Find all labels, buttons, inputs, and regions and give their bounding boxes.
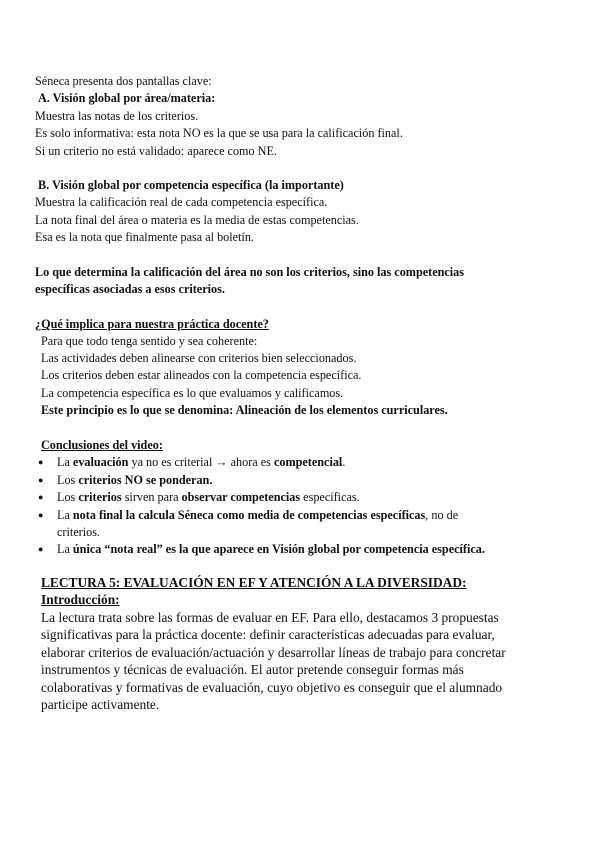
lectura-paragraph-line: participe activamente.	[41, 697, 160, 712]
practice-title: ¿Qué implica para nuestra práctica docente?	[35, 317, 269, 331]
conclusion-item: Los criterios sirven para observar competencias específicas.	[57, 490, 360, 504]
bullet-icon: ●	[38, 492, 44, 502]
intro-text: Séneca presenta dos pantallas clave:	[35, 74, 212, 88]
conclusion-item: Los criterios NO se ponderan.	[57, 473, 213, 487]
lectura-subtitle: Introducción:	[41, 592, 120, 607]
conclusion-item: La nota final la calcula Séneca como media de competencias específicas, no de	[57, 508, 459, 522]
section-a-line: Muestra las notas de los criterios.	[35, 109, 199, 123]
bullet-icon: ●	[38, 457, 44, 467]
conclusion-item: La única “nota real” es la que aparece en Visión global por competencia específica.	[57, 542, 485, 556]
section-a-title: A. Visión global por área/materia:	[38, 91, 216, 105]
lectura-paragraph-line: elaborar criterios de evaluación/actuación y desarrollar líneas de trabajo para concretar	[41, 645, 506, 660]
lectura-paragraph-line: colaborativas y formativas de evaluación, cuyo objetivo es conseguir que el alumnado	[41, 680, 503, 695]
lectura-paragraph-line: La lectura trata sobre las formas de evaluar en EF. Para ello, destacamos 3 propuestas	[41, 610, 499, 625]
section-b-line: La nota final del área o materia es la media de estas competencias.	[35, 213, 359, 227]
practice-line: Los criterios deben estar alineados con la competencia específica.	[41, 368, 362, 382]
practice-line: Las actividades deben alinearse con criterios bien seleccionados.	[41, 351, 357, 365]
section-b-line: Muestra la calificación real de cada competencia específica.	[35, 195, 328, 209]
section-b-title: B. Visión global por competencia específica (la importante)	[38, 178, 344, 192]
practice-line: La competencia específica es lo que evaluamos y calificamos.	[41, 386, 344, 400]
lectura-paragraph-line: significativas para la práctica docente: definir características adecuadas para evaluar,	[41, 627, 495, 642]
key-statement-line: Lo que determina la calificación del área no son los criterios, sino las competencias	[35, 265, 465, 279]
bullet-icon: ●	[38, 544, 44, 554]
bullet-icon: ●	[38, 475, 44, 485]
section-a-line: Es solo informativa: esta nota NO es la que se usa para la calificación final.	[35, 126, 403, 140]
practice-line: Para que todo tenga sentido y sea coherente:	[41, 334, 258, 348]
lectura-paragraph-line: instrumentos y técnicas de evaluación. El autor pretende conseguir formas más	[41, 662, 464, 677]
conclusions-title: Conclusiones del video:	[41, 438, 163, 452]
lectura-title: LECTURA 5: EVALUACIÓN EN EF Y ATENCIÓN A LA DIVERSIDAD:	[41, 575, 467, 590]
conclusion-item-continuation: criterios.	[57, 525, 100, 539]
key-statement-line: específicas asociadas a esos criterios.	[35, 282, 225, 296]
section-a-line: Si un criterio no está validado: aparece como NE.	[35, 144, 277, 158]
practice-principle: Este principio es lo que se denomina: Alineación de los elementos curriculares.	[41, 403, 448, 417]
bullet-icon: ●	[38, 510, 44, 520]
section-b-line: Esa es la nota que finalmente pasa al boletín.	[35, 230, 254, 244]
conclusion-item: La evaluación ya no es criterial → ahora es competencial.	[57, 455, 346, 469]
